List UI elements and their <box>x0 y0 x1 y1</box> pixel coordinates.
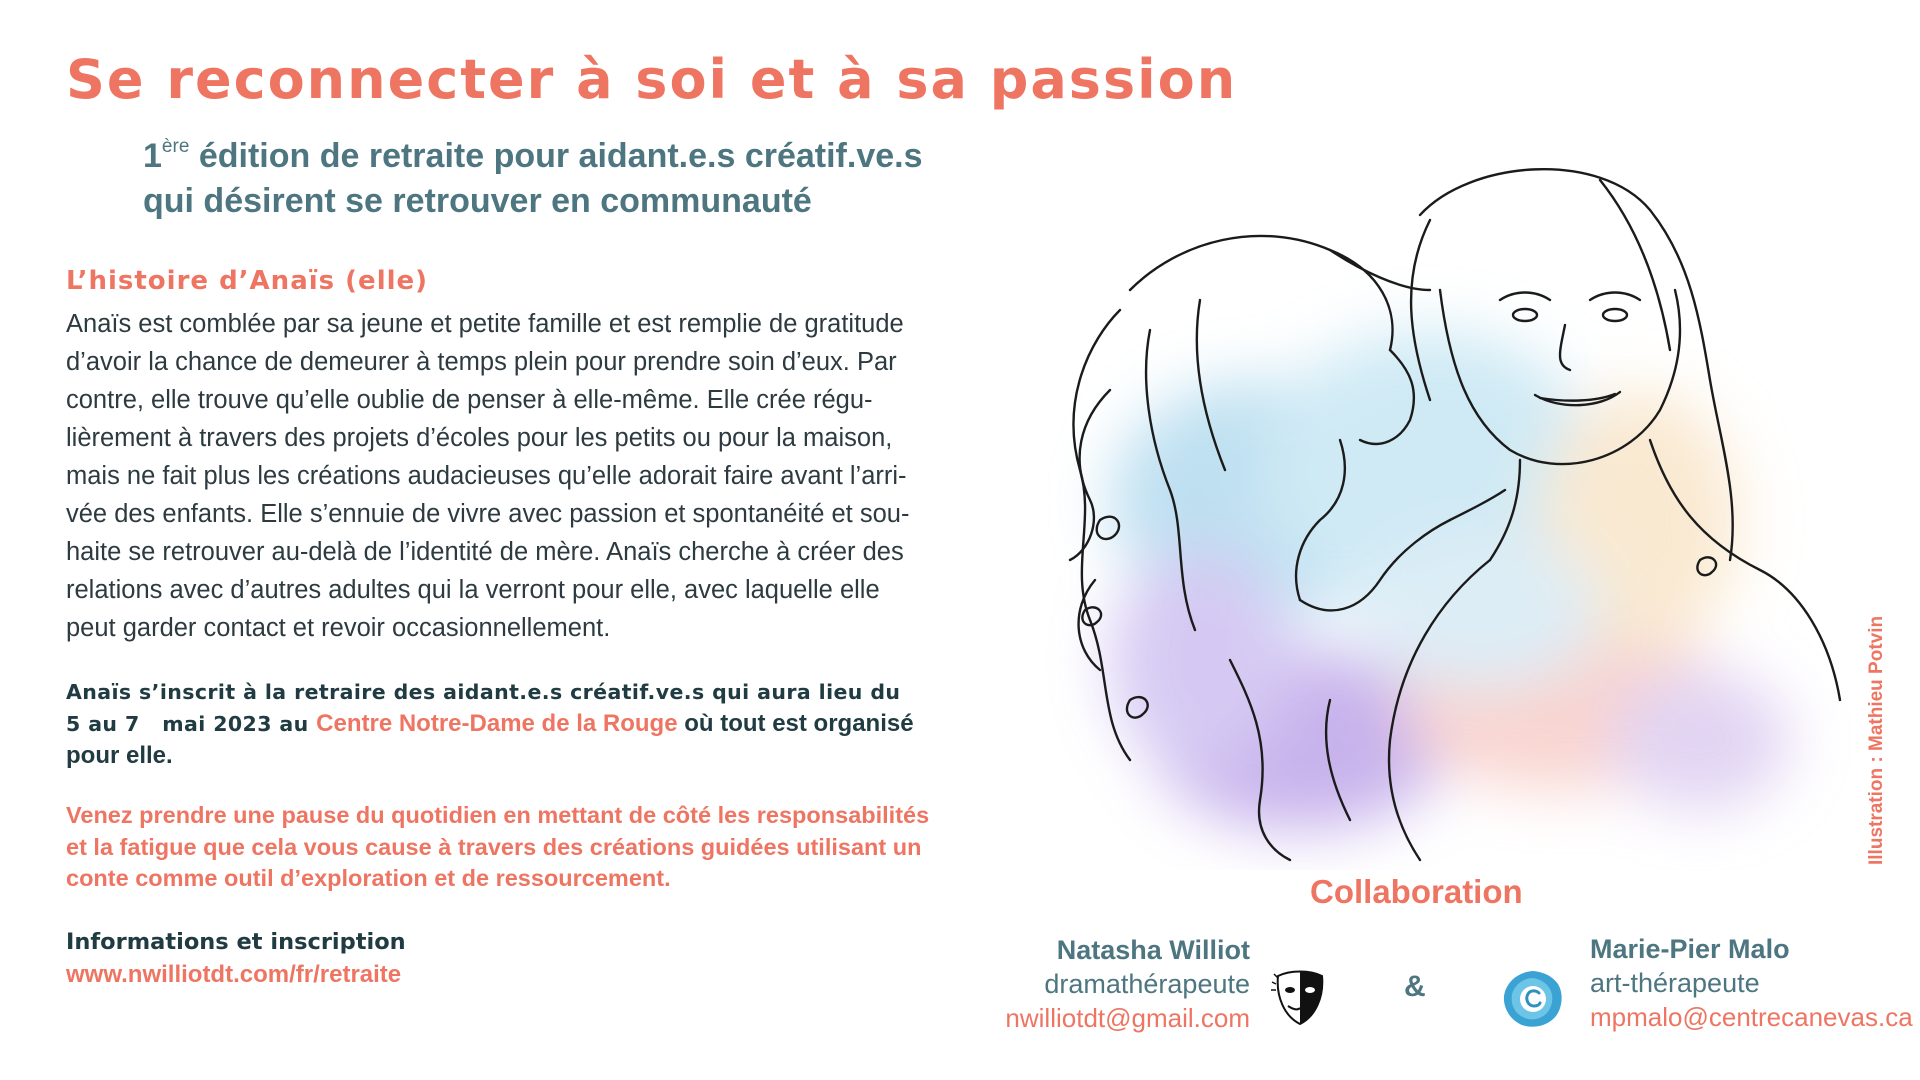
story-line: lièrement à travers des projets d’écoles pour les petits ou pour la maison, <box>66 424 893 452</box>
subtitle-edition-number: 1 <box>143 137 162 175</box>
story-line: relations avec d’autres adultes qui la verront pour elle, avec laquelle elle <box>66 576 880 604</box>
subtitle-line-2: qui désirent se retrouver en communauté <box>143 182 812 220</box>
partner-natasha <box>1005 933 1250 1035</box>
page-subtitle <box>143 134 1003 224</box>
event-line-2-end: où tout est organisé <box>677 710 914 737</box>
illustration-credit: Illustration : Mathieu Potvin <box>1866 615 1887 865</box>
partner-role: dramathérapeute <box>1044 969 1250 999</box>
page-title: Se reconnecter à soi et à sa passion <box>66 48 1238 111</box>
registration-link[interactable]: www.nwilliotdt.com/fr/retraite <box>66 961 402 988</box>
subtitle-superscript: ère <box>161 136 190 157</box>
theatre-mask-icon <box>1268 968 1332 1028</box>
invite-line: Venez prendre une pause du quotidien en mettant de côté les responsabilités <box>66 802 930 828</box>
invitation-text <box>66 800 996 895</box>
event-line-1: Anaïs s’inscrit à la retraire des aidant.e.s créatif.ve.s qui aura lieu du <box>66 680 901 704</box>
invite-line: conte comme outil d’exploration et de ressourcement. <box>66 865 671 891</box>
watercolor-wash <box>1110 330 1790 830</box>
story-line: Anaïs est comblée par sa jeune et petite famille et est remplie de gratitude <box>66 310 904 338</box>
event-details <box>66 677 1006 772</box>
canevas-c-icon <box>1500 968 1566 1030</box>
mother-child-illustration <box>1000 140 1900 870</box>
partner-role: art-thérapeute <box>1590 968 1760 998</box>
story-line: d’avoir la chance de demeurer à temps plein pour prendre soin d’eux. Par <box>66 348 897 376</box>
partner-name: Marie-Pier Malo <box>1590 934 1790 964</box>
partner-email-link[interactable]: nwilliotdt@gmail.com <box>1005 1003 1250 1033</box>
story-body <box>66 305 976 647</box>
event-location-link[interactable]: Centre Notre-Dame de la Rouge <box>316 710 678 737</box>
partner-marie-pier <box>1590 932 1913 1034</box>
story-line: peut garder contact et revoir occasionnellement. <box>66 614 611 642</box>
info-heading: Informations et inscription <box>66 929 406 955</box>
event-dates: 5 au 7 mai 2023 au <box>66 712 317 736</box>
invite-line: et la fatigue que cela vous cause à travers des créations guidées utilisant un <box>66 833 922 860</box>
partner-email-link[interactable]: mpmalo@centrecanevas.ca <box>1590 1002 1913 1032</box>
story-line: vée des enfants. Elle s’ennuie de vivre avec passion et spontanéité et sou- <box>66 500 910 528</box>
partner-name: Natasha Williot <box>1056 935 1250 965</box>
story-line: haite se retrouver au-delà de l’identité de mère. Anaïs cherche à créer des <box>66 538 904 566</box>
story-heading: L’histoire d’Anaïs (elle) <box>66 266 429 296</box>
subtitle-line-1: édition de retraite pour aidant.e.s créatif.ve.s <box>189 137 923 175</box>
collaboration-separator: & <box>1404 970 1426 1003</box>
story-line: contre, elle trouve qu’elle oublie de penser à elle-même. Elle crée régu- <box>66 386 873 414</box>
collaboration-heading: Collaboration <box>1310 873 1523 910</box>
story-line: mais ne fait plus les créations audacieuses qu’elle adorait faire avant l’arri- <box>66 462 907 490</box>
event-line-3: pour elle. <box>66 742 173 769</box>
